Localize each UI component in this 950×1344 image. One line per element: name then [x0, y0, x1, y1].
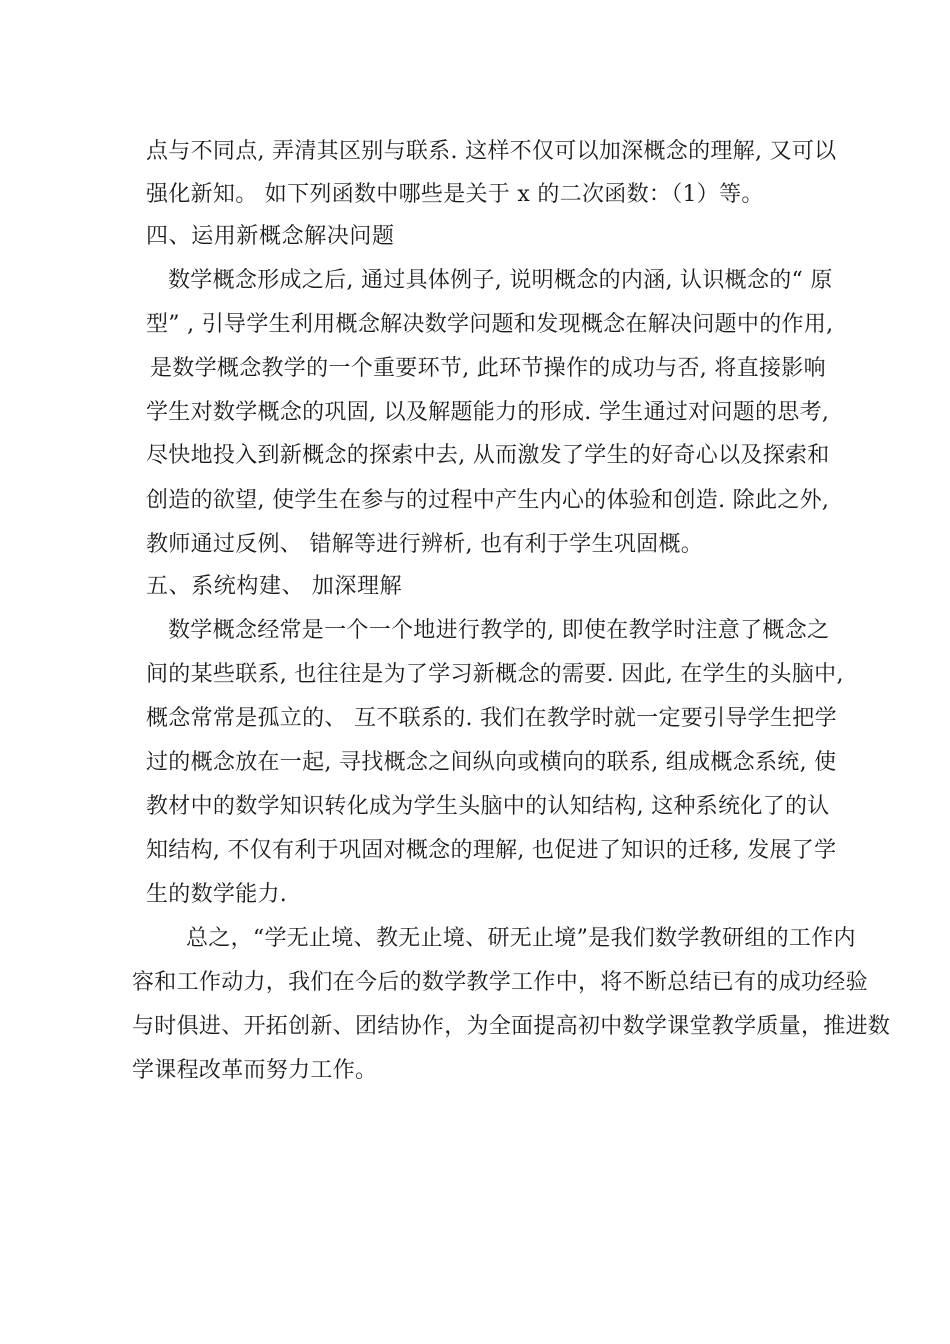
paragraph-2-line-7: 教师通过反例、 错解等进行辨析, 也有利于学生巩固概。 [146, 532, 704, 557]
paragraph-1-line-1: 点与不同点, 弄清其区别与联系. 这样不仅可以加深概念的理解, 又可以 [146, 139, 837, 164]
paragraph-4-line-3: 与时俱进、开拓创新、团结协作，为全面提高初中数学课堂教学质量，推进数 [132, 1014, 891, 1039]
paragraph-2-line-5: 尽快地投入到新概念的探索中去, 从而激发了学生的好奇心以及探索和 [146, 443, 830, 468]
paragraph-3-line-3: 概念常常是孤立的、 互不联系的. 我们在教学时就一定要引导学生把学 [146, 706, 837, 731]
paragraph-3-line-1: 数学概念经常是一个一个地进行教学的, 即使在教学时注意了概念之 [168, 618, 830, 643]
paragraph-3-line-4: 过的概念放在一起, 寻找概念之间纵向或横向的联系, 组成概念系统, 使 [146, 750, 837, 775]
paragraph-3-line-5: 教材中的数学知识转化成为学生头脑中的认知结构, 这种系统化了的认 [146, 794, 830, 819]
paragraph-2-line-3: 是数学概念教学的一个重要环节, 此环节操作的成功与否, 将直接影响 [150, 356, 826, 381]
section-heading-5: 五、系统构建、 加深理解 [146, 574, 403, 599]
paragraph-3-line-2: 间的某些联系, 也往往是为了学习新概念的需要. 因此, 在学生的头脑中, [146, 662, 844, 687]
paragraph-2-line-1: 数学概念形成之后, 通过具体例子, 说明概念的内涵, 认识概念的“ 原 [168, 268, 833, 293]
paragraph-2-line-2: 型” , 引导学生利用概念解决数学问题和发现概念在解决问题中的作用, [146, 312, 834, 337]
paragraph-2-line-6: 创造的欲望, 使学生在参与的过程中产生内心的体验和创造. 除此之外, [146, 488, 830, 513]
paragraph-2-line-4: 学生对数学概念的巩固, 以及解题能力的形成. 学生通过对问题的思考, [146, 400, 830, 425]
paragraph-3-line-6: 知结构, 不仅有利于巩固对概念的理解, 也促进了知识的迁移, 发展了学 [146, 838, 837, 863]
paragraph-4-line-2: 容和工作动力，我们在今后的数学教学工作中，将不断总结已有的成功经验 [132, 970, 868, 995]
paragraph-4-line-1: 总之，“学无止境、教无止境、研无止境”是我们数学教研组的工作内 [186, 926, 856, 951]
paragraph-4-line-4: 学课程改革而努力工作。 [132, 1058, 378, 1083]
paragraph-1-line-2: 强化新知。 如下列函数中哪些是关于 x 的二次函数：（1）等。 [146, 182, 764, 207]
section-heading-4: 四、运用新概念解决问题 [146, 224, 395, 249]
paragraph-3-line-7: 生的数学能力. [146, 882, 288, 907]
